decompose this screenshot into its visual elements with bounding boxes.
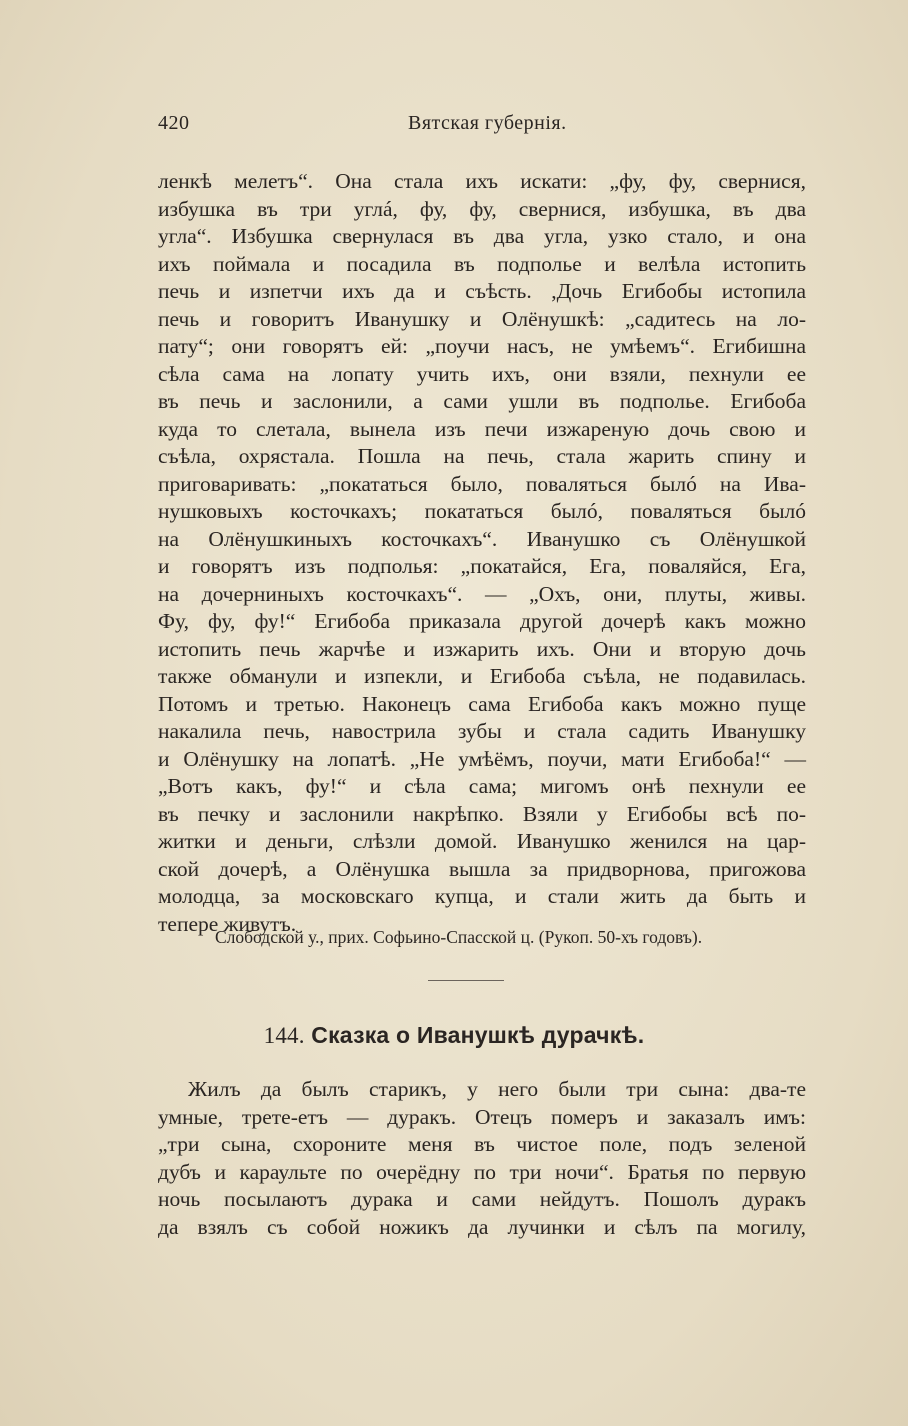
text-line: ихъ поймала и посадила въ подполье и велѣла истопить bbox=[158, 251, 806, 276]
section-divider bbox=[428, 980, 504, 981]
running-title: Вятская губернія. bbox=[408, 112, 567, 134]
text-line: ленкѣ мелетъ“. Она стала ихъ искати: „фу, фу, свернися, bbox=[158, 169, 806, 193]
story-text bbox=[158, 1076, 806, 1241]
text-line: Фу, фу, фу!“ Егибоба приказала другой дочерѣ какъ можно bbox=[158, 609, 806, 633]
page-number: 420 bbox=[158, 112, 190, 134]
text-line: пату“; они говорятъ ей: „поучи насъ, не умѣемъ“. Егибишна bbox=[158, 334, 806, 358]
text-line: печь и говоритъ Иванушку и Олёнушкѣ: „садитесь на ло- bbox=[158, 306, 806, 331]
text-line: Потомъ и третью. Наконецъ сама Егибоба какъ можно пуще bbox=[158, 691, 806, 716]
text-line: накалила печь, навострила зубы и стала садить Иванушку bbox=[158, 719, 806, 743]
text-line: и Олёнушку на лопатѣ. „Не умѣёмъ, поучи, мати Егибоба!“ — bbox=[158, 746, 806, 771]
text-line: печь и изпетчи ихъ да и съѣсть. ,Дочь Егибобы истопила bbox=[158, 279, 806, 303]
text-line: Жилъ да былъ старикъ, у него были три сына: два-те bbox=[188, 1077, 806, 1101]
text-line: молодца, за московскаго купца, и стали жить да быть и bbox=[158, 884, 806, 908]
text-line: да взялъ съ собой ножикъ да лучинки и сѣлъ па могилу, bbox=[158, 1214, 806, 1239]
text-line: истопить печь жарчѣе и изжарить ихъ. Они и вторую дочь bbox=[158, 636, 806, 661]
text-line: также обманули и изпекли, и Егибоба съѣла, не подавилась. bbox=[158, 664, 806, 688]
source-note: Слободской у., прих. Софьино-Спасской ц. (Рукоп. 50-хъ годовъ). bbox=[215, 927, 703, 947]
text-line: угла“. Избушка свернулася въ два угла, узко стало, и она bbox=[158, 224, 806, 248]
text-line: тепере живутъ. bbox=[158, 911, 297, 936]
text-line: на дочерниныхъ косточкахъ“. — „Охъ, они, плуты, живы. bbox=[158, 581, 806, 606]
text-line: и говорятъ изъ подполья: „покатайся, Ега, поваляйся, Ега, bbox=[158, 554, 806, 578]
text-line: въ печь и заслонили, а сами ушли въ подполье. Егибоба bbox=[158, 389, 806, 413]
text-line: „Вотъ какъ, фу!“ и сѣла сама; мигомъ онѣ пехнули ее bbox=[158, 774, 806, 798]
section-number: 144. bbox=[263, 1023, 305, 1048]
section-title: Сказка о Иванушкѣ дурачкѣ. bbox=[311, 1022, 645, 1048]
text-line: нушковыхъ косточкахъ; покататься былó, поваляться былó bbox=[158, 499, 806, 523]
text-line: куда то слетала, вынела изъ печи изжареную дочь свою и bbox=[158, 416, 806, 441]
text-line: на Олёнушкиныхъ косточкахъ“. Иванушко съ Олёнушкой bbox=[158, 526, 806, 551]
text-line: дубъ и караульте по очерёдну по три ночи“. Братья по первую bbox=[158, 1159, 806, 1184]
text-line: житки и деньги, слѣзли домой. Иванушко женился на цар- bbox=[158, 829, 806, 853]
text-line: ской дочерѣ, а Олёнушка вышла за придворнова, пригожова bbox=[158, 856, 806, 881]
text-line: умные, трете-етъ — дуракъ. Отецъ померъ и заказалъ имъ: bbox=[158, 1104, 806, 1129]
text-line: приговаривать: „покататься было, поваляться былó на Ива- bbox=[158, 471, 806, 496]
body-text bbox=[158, 168, 806, 938]
text-line: избушка въ три углá, фу, фу, свернися, избушка, въ два bbox=[158, 196, 806, 221]
section-heading bbox=[0, 1022, 908, 1049]
text-line: съѣла, охрястала. Пошла на печь, стала жарить спину и bbox=[158, 444, 806, 468]
page-header bbox=[158, 112, 806, 142]
text-line: „три сына, схороните меня въ чистое поле, подъ зеленой bbox=[158, 1132, 806, 1156]
text-line: сѣла сама на лопату учить ихъ, они взяли, пехнули ее bbox=[158, 361, 806, 386]
text-line: въ печку и заслонили накрѣпко. Взяли у Егибобы всѣ по- bbox=[158, 801, 806, 826]
text-line: ночь посылаютъ дурака и сами нейдутъ. Пошолъ дуракъ bbox=[158, 1187, 806, 1211]
